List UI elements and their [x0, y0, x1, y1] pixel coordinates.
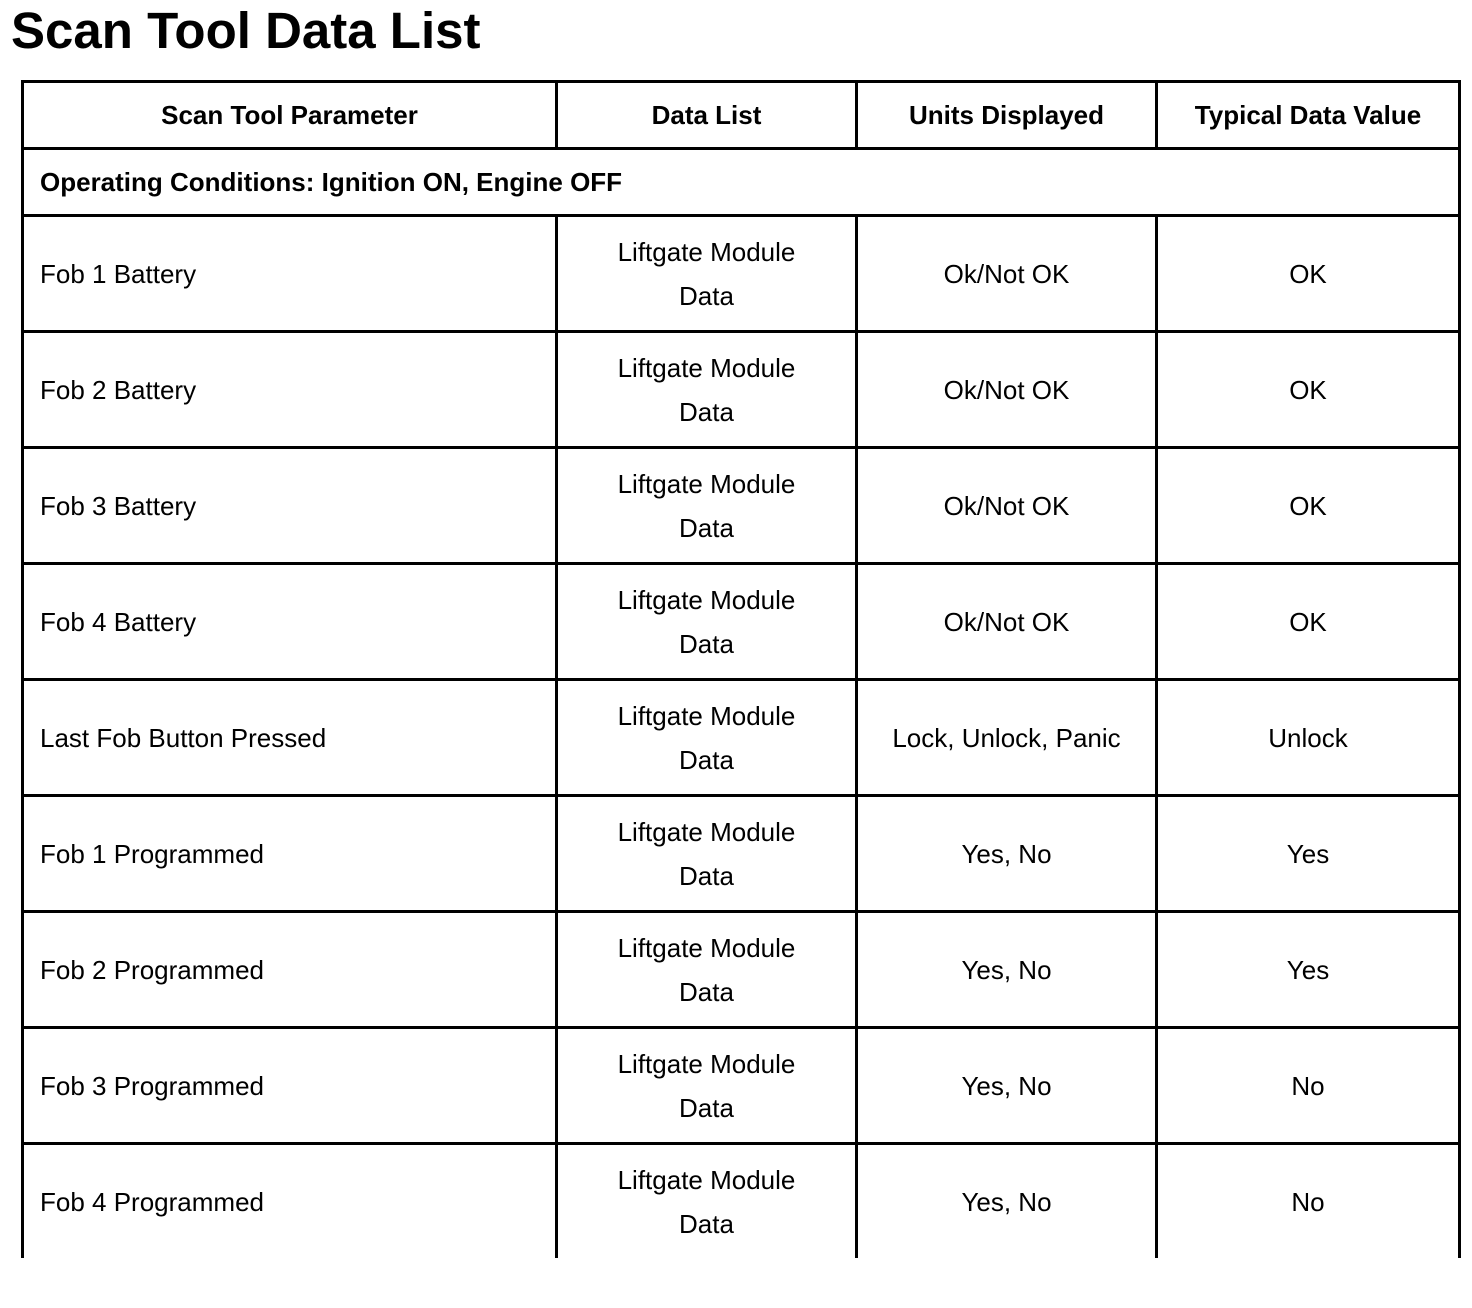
table-row: [23, 1028, 1460, 1144]
cell-data-list: [557, 1028, 857, 1144]
cell-units: Yes, No: [857, 1028, 1157, 1144]
table-row: [23, 332, 1460, 448]
cell-typical-value: Yes: [1157, 912, 1460, 1028]
cell-typical-value: OK: [1157, 216, 1460, 332]
cell-data-list: [557, 216, 857, 332]
cell-parameter: Fob 3 Programmed: [23, 1028, 557, 1144]
cell-typical-value: No: [1157, 1028, 1460, 1144]
data-list-text: Liftgate Module Data: [617, 468, 796, 543]
data-list-text: Liftgate Module Data: [617, 584, 796, 659]
cell-parameter: Fob 1 Programmed: [23, 796, 557, 912]
cell-parameter: Fob 4 Programmed: [23, 1144, 557, 1259]
scan-tool-data-table: [21, 80, 1461, 1258]
cell-units: Ok/Not OK: [857, 564, 1157, 680]
page-title: Scan Tool Data List: [11, 2, 481, 59]
data-list-text: Liftgate Module Data: [617, 700, 796, 775]
table-row: [23, 216, 1460, 332]
cell-parameter: Fob 2 Programmed: [23, 912, 557, 1028]
cell-parameter: Last Fob Button Pressed: [23, 680, 557, 796]
cell-typical-value: No: [1157, 1144, 1460, 1259]
cell-parameter: Fob 4 Battery: [23, 564, 557, 680]
table-row: [23, 912, 1460, 1028]
column-header-parameter: Scan Tool Parameter: [23, 82, 557, 149]
table-row: [23, 448, 1460, 564]
cell-data-list: [557, 912, 857, 1028]
table-row: [23, 796, 1460, 912]
table-header-row: [23, 82, 1460, 149]
cell-parameter: Fob 2 Battery: [23, 332, 557, 448]
cell-data-list: [557, 680, 857, 796]
cell-typical-value: OK: [1157, 448, 1460, 564]
cell-data-list: [557, 796, 857, 912]
cell-typical-value: Unlock: [1157, 680, 1460, 796]
cell-units: Lock, Unlock, Panic: [857, 680, 1157, 796]
cell-typical-value: OK: [1157, 564, 1460, 680]
cell-units: Yes, No: [857, 1144, 1157, 1259]
cell-data-list: [557, 1144, 857, 1259]
cell-parameter: Fob 1 Battery: [23, 216, 557, 332]
cell-typical-value: Yes: [1157, 796, 1460, 912]
data-list-text: Liftgate Module Data: [617, 816, 796, 891]
cell-typical-value: OK: [1157, 332, 1460, 448]
table-row: [23, 680, 1460, 796]
cell-units: Yes, No: [857, 912, 1157, 1028]
cell-parameter: Fob 3 Battery: [23, 448, 557, 564]
cell-units: Yes, No: [857, 796, 1157, 912]
column-header-units: Units Displayed: [857, 82, 1157, 149]
cell-units: Ok/Not OK: [857, 332, 1157, 448]
cell-data-list: [557, 448, 857, 564]
section-row: [23, 149, 1460, 216]
cell-data-list: [557, 332, 857, 448]
data-list-text: Liftgate Module Data: [617, 1164, 796, 1239]
column-header-data-list: Data List: [557, 82, 857, 149]
cell-units: Ok/Not OK: [857, 448, 1157, 564]
cell-units: Ok/Not OK: [857, 216, 1157, 332]
data-list-text: Liftgate Module Data: [617, 352, 796, 427]
data-list-text: Liftgate Module Data: [617, 932, 796, 1007]
section-label: Operating Conditions: Ignition ON, Engine OFF: [23, 149, 1460, 216]
cell-data-list: [557, 564, 857, 680]
table-row: [23, 1144, 1460, 1259]
table-row: [23, 564, 1460, 680]
data-list-text: Liftgate Module Data: [617, 1048, 796, 1123]
column-header-typical-value: Typical Data Value: [1157, 82, 1460, 149]
data-list-text: Liftgate Module Data: [617, 236, 796, 311]
